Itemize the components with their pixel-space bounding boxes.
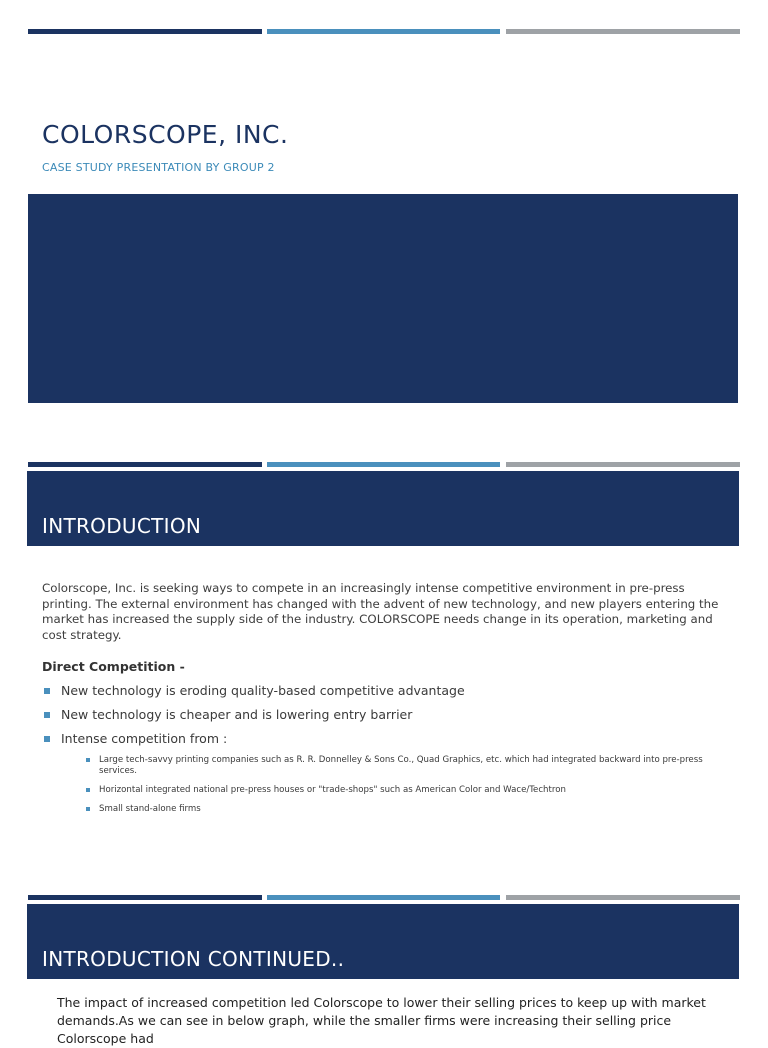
sub-bullet-list xyxy=(86,755,716,823)
bullet-list xyxy=(42,683,732,755)
hero-block xyxy=(28,194,738,403)
accent-bar-navy xyxy=(28,462,262,467)
square-bullet-icon xyxy=(86,807,90,811)
square-bullet-icon xyxy=(44,736,50,742)
list-item: New technology is cheaper and is lowering entry barrier xyxy=(42,707,732,731)
list-item: Intense competition from : xyxy=(42,731,732,755)
slide-subtitle: CASE STUDY PRESENTATION BY GROUP 2 xyxy=(42,161,275,174)
slide-heading: INTRODUCTION xyxy=(42,514,202,538)
top-accent-bars xyxy=(28,29,740,34)
accent-bar-blue xyxy=(267,895,500,900)
slide-heading: INTRODUCTION CONTINUED.. xyxy=(42,947,345,971)
top-accent-bars xyxy=(28,462,740,467)
accent-bar-blue xyxy=(267,29,500,34)
accent-bar-navy xyxy=(28,895,262,900)
square-bullet-icon xyxy=(44,688,50,694)
accent-bar-gray xyxy=(506,895,740,900)
accent-bar-navy xyxy=(28,29,262,34)
direct-competition-heading: Direct Competition - xyxy=(42,659,185,674)
slide-title: COLORSCOPE, INC. xyxy=(42,120,289,149)
accent-bar-gray xyxy=(506,462,740,467)
list-item: Horizontal integrated national pre-press houses or "trade-shops" such as American Color and Wace/Techtron xyxy=(86,785,716,796)
accent-bar-gray xyxy=(506,29,740,34)
continued-paragraph: The impact of increased competition led Colorscope to lower their selling prices to keep up with market demands.As we can see in below graph, while the smaller firms were increasing their selling price Colorscope had xyxy=(57,995,706,1046)
top-accent-bars xyxy=(28,895,740,900)
accent-bar-blue xyxy=(267,462,500,467)
list-item: Small stand-alone firms xyxy=(86,804,716,815)
square-bullet-icon xyxy=(86,788,90,792)
list-item: Large tech-savvy printing companies such as R. R. Donnelley & Sons Co., Quad Graphics, etc. which had integrated backward into pre-press services. xyxy=(86,755,716,777)
slide-header-banner xyxy=(27,471,739,546)
slide-header-banner xyxy=(27,904,739,979)
square-bullet-icon xyxy=(86,758,90,762)
intro-paragraph: Colorscope, Inc. is seeking ways to compete in an increasingly intense competitive environment in pre-press printing. The external environment has changed with the advent of new technology, and new players entering the market has increased the supply side of the industry. COLORSCOPE needs change in its operation, marketing and cost strategy. xyxy=(42,581,719,642)
list-item: New technology is eroding quality-based competitive advantage xyxy=(42,683,732,707)
square-bullet-icon xyxy=(44,712,50,718)
